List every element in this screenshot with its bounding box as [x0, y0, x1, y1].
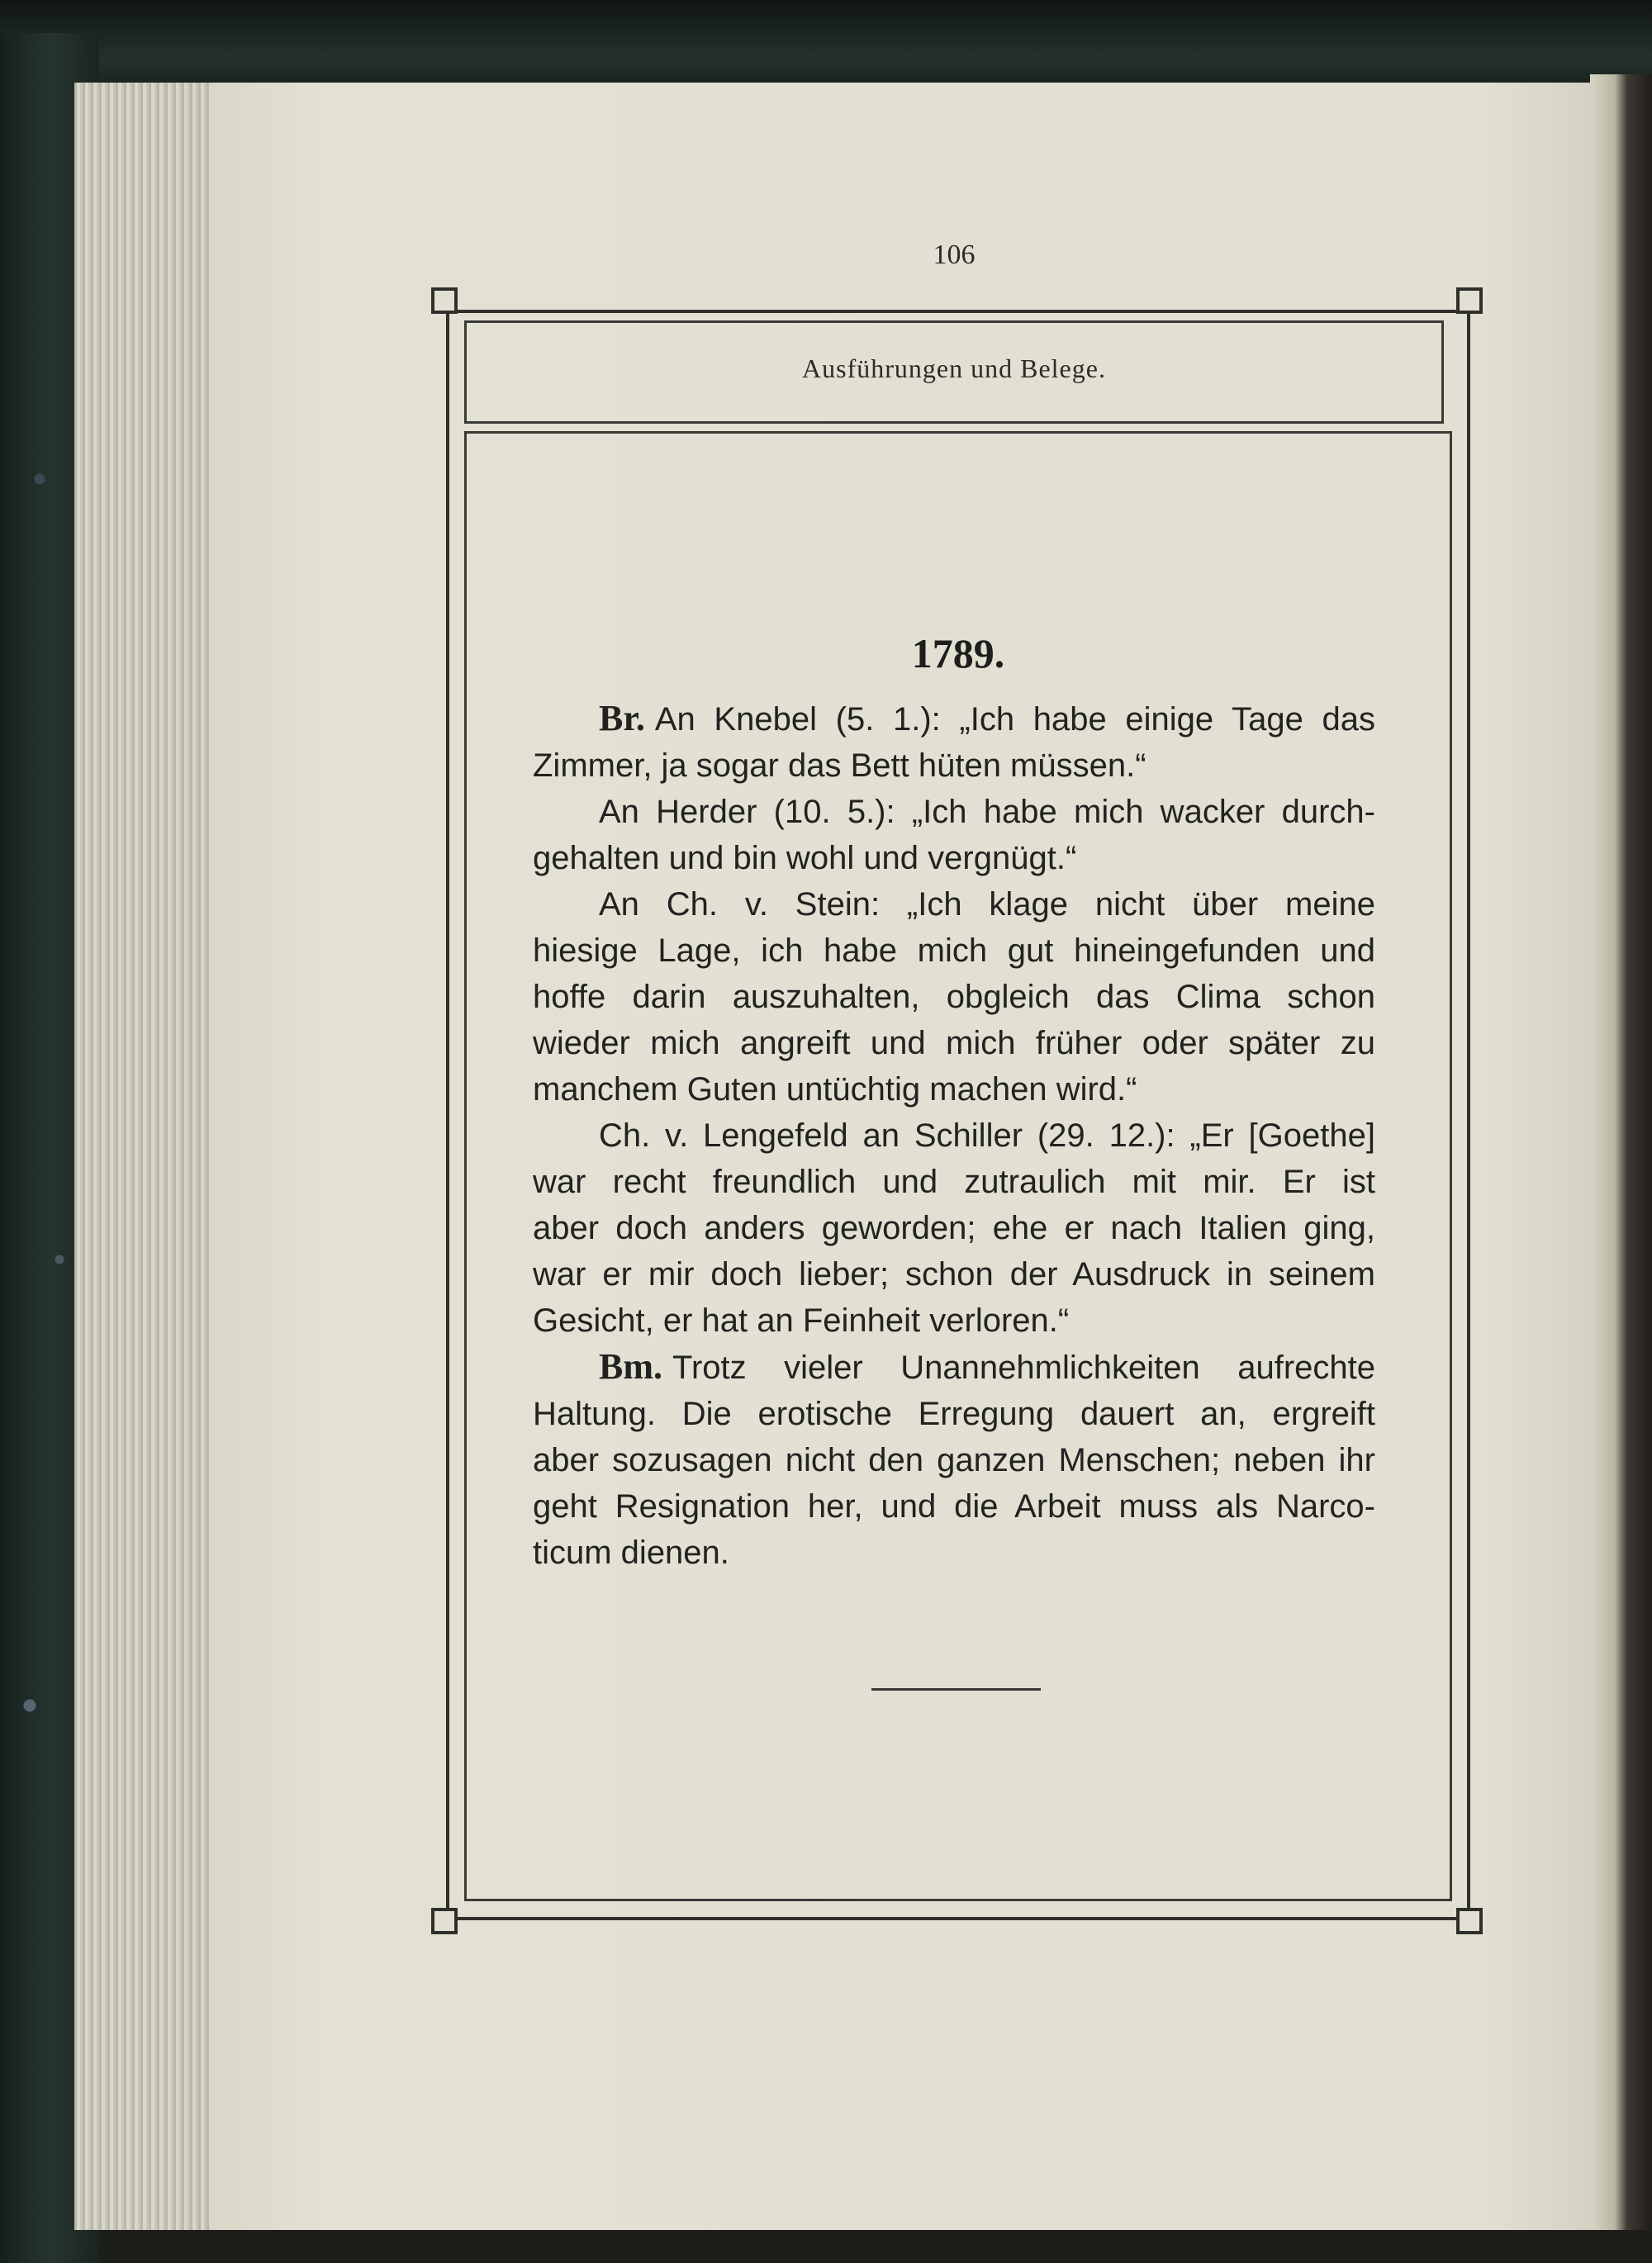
body-text [533, 695, 1375, 1576]
text-line: war er mir doch lieber; schon der Ausdruck in seinem [533, 1256, 1375, 1293]
text-line: hoffe darin auszuhalten, obgleich das Clima schon [533, 979, 1375, 1015]
text-line: manchem Guten untüchtig machen wird.“ [533, 1071, 1137, 1108]
frame-corner-top-right [1456, 287, 1483, 314]
text-line: wieder mich angreift und mich früher oder später zu [533, 1025, 1375, 1061]
text-line: Gesicht, er hat an Feinheit verloren.“ [533, 1302, 1070, 1339]
page-edges-left [74, 83, 216, 2230]
bm-sigle: Bm. [599, 1346, 662, 1387]
frame-corner-top-left [431, 287, 458, 314]
br-sigle: Br. [599, 698, 645, 738]
year-heading: 1789. [911, 630, 1005, 676]
text-line: aber doch anders geworden; ehe er nach Italien ging, [533, 1210, 1375, 1246]
frame-corner-bottom-right [1456, 1908, 1483, 1934]
running-header: Ausführungen und Belege. [802, 353, 1106, 383]
text-line: Ch. v. Lengefeld an Schiller (29. 12.): „Er [Goethe] [599, 1117, 1375, 1154]
page-number: 106 [933, 240, 976, 270]
text-line: An Herder (10. 5.): „Ich habe mich wacker durch- [599, 794, 1375, 830]
book-cover-top [0, 0, 1652, 83]
text-line: Zimmer, ja sogar das Bett hüten müssen.“ [533, 747, 1146, 784]
section-end-rule [871, 1688, 1041, 1691]
text-line: geht Resignation her, und die Arbeit muss als Narco- [533, 1488, 1375, 1525]
text-line: Bm. Trotz vieler Unannehmlichkeiten aufrechte [599, 1346, 1375, 1387]
text-line: aber sozusagen nicht den ganzen Menschen; neben ihr [533, 1442, 1375, 1478]
text-line: gehalten und bin wohl und vergnügt.“ [533, 840, 1077, 876]
text-line: hiesige Lage, ich habe mich gut hineingefunden und [533, 932, 1375, 969]
page-edges-right [1590, 74, 1652, 2230]
frame-corner-bottom-left [431, 1908, 458, 1934]
text-line: war recht freundlich und zutraulich mit mir. Er ist [533, 1164, 1375, 1200]
text-line: Br. An Knebel (5. 1.): „Ich habe einige Tage das [599, 698, 1375, 738]
text-line: Haltung. Die erotische Erregung dauert an, ergreift [533, 1396, 1375, 1432]
text-line: ticum dienen. [533, 1535, 729, 1571]
text-line: An Ch. v. Stein: „Ich klage nicht über meine [599, 886, 1375, 923]
